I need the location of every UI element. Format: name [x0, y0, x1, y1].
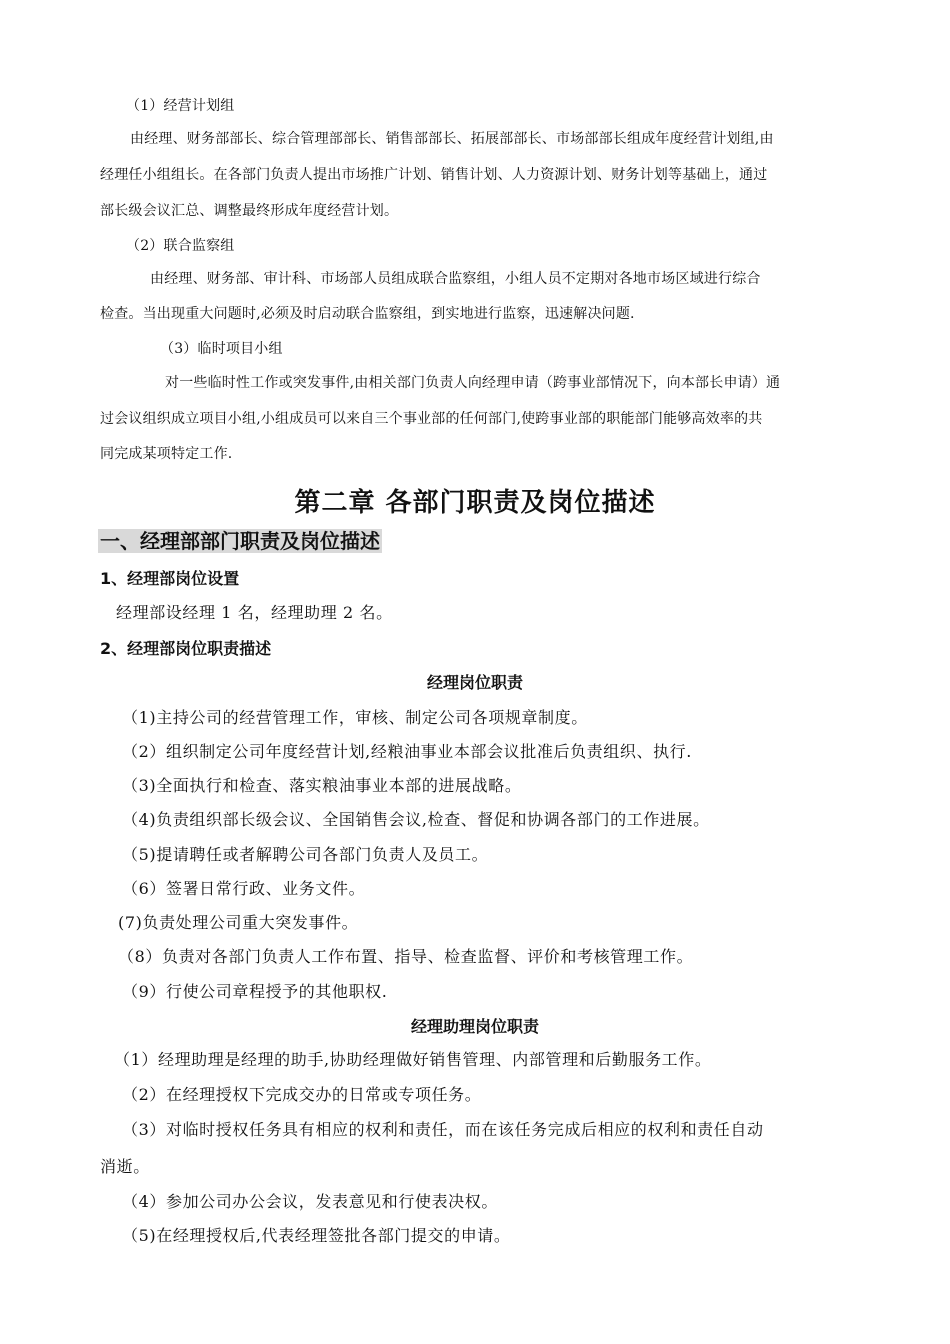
- subheading-duties: 2、经理部岗位职责描述: [100, 639, 272, 658]
- group3-line1: 对一些临时性工作或突发事件,由相关部门负责人向经理申请（跨事业部情况下，向本部长申请）通: [165, 375, 781, 391]
- manager-duty-item: （4)负责组织部长级会议、全国销售会议,检查、督促和协调各部门的工作进展。: [122, 810, 710, 829]
- group1-title: （1）经营计划组: [126, 98, 235, 114]
- manager-duties-title: 经理岗位职责: [426, 673, 523, 692]
- assistant-duty-item-continued: 消逝。: [100, 1157, 150, 1176]
- manager-duty-item: （6）签署日常行政、业务文件。: [122, 879, 366, 898]
- group1-line2: 经理任小组组长。在各部门负责人提出市场推广计划、销售计划、人力资源计划、财务计划等基础上，通过: [100, 167, 768, 183]
- group3-line2: 过会议组织成立项目小组,小组成员可以来自三个事业部的任何部门,使跨事业部的职能部门能够高效率的共: [100, 411, 763, 427]
- chapter-title: 第二章 各部门职责及岗位描述: [294, 488, 656, 518]
- subheading-positions: 1、经理部岗位设置: [100, 569, 240, 588]
- manager-duty-item: （1)主持公司的经营管理工作，审核、制定公司各项规章制度。: [122, 708, 588, 727]
- section-heading-wrap: [98, 525, 382, 554]
- group3-title: （3）临时项目小组: [160, 341, 283, 357]
- group1-line3: 部长级会议汇总、调整最终形成年度经营计划。: [100, 203, 399, 219]
- assistant-duties-title: 经理助理岗位职责: [410, 1017, 539, 1036]
- group3-line3: 同完成某项特定工作.: [100, 446, 233, 462]
- manager-duty-item: （9）行使公司章程授予的其他职权.: [122, 982, 388, 1001]
- assistant-duty-item: （3）对临时授权任务具有相应的权利和责任，而在该任务完成后相应的权利和责任自动: [122, 1120, 764, 1139]
- manager-duty-item: (7)负责处理公司重大突发事件。: [118, 913, 359, 932]
- assistant-duty-item: （5)在经理授权后,代表经理签批各部门提交的申请。: [122, 1226, 511, 1245]
- manager-duty-item: （5)提请聘任或者解聘公司各部门负责人及员工。: [122, 845, 489, 864]
- group2-title: （2）联合监察组: [126, 238, 235, 254]
- manager-duty-item: （3)全面执行和检查、落实粮油事业本部的进展战略。: [122, 776, 522, 795]
- assistant-duty-item: （1）经理助理是经理的助手,协助经理做好销售管理、内部管理和后勤服务工作。: [114, 1050, 712, 1069]
- positions-text: 经理部设经理 1 名，经理助理 2 名。: [116, 603, 393, 622]
- manager-duty-item: （8）负责对各部门负责人工作布置、指导、检查监督、评价和考核管理工作。: [118, 947, 694, 966]
- group2-line2: 检查。当出现重大问题时,必须及时启动联合监察组，到实地进行监察，迅速解决问题.: [100, 306, 635, 322]
- manager-duty-item: （2）组织制定公司年度经营计划,经粮油事业本部会议批准后负责组织、执行.: [122, 742, 692, 761]
- section-heading: 一、经理部部门职责及岗位描述: [100, 529, 380, 553]
- group2-line1: 由经理、财务部、审计科、市场部人员组成联合监察组，小组人员不定期对各地市场区域进行综合: [150, 271, 761, 287]
- assistant-duty-item: （2）在经理授权下完成交办的日常或专项任务。: [122, 1085, 482, 1104]
- group1-line1: 由经理、财务部部长、综合管理部部长、销售部部长、拓展部部长、市场部部长组成年度经营计划组,由: [130, 131, 774, 147]
- assistant-duty-item: （4）参加公司办公会议，发表意见和行使表决权。: [122, 1192, 498, 1211]
